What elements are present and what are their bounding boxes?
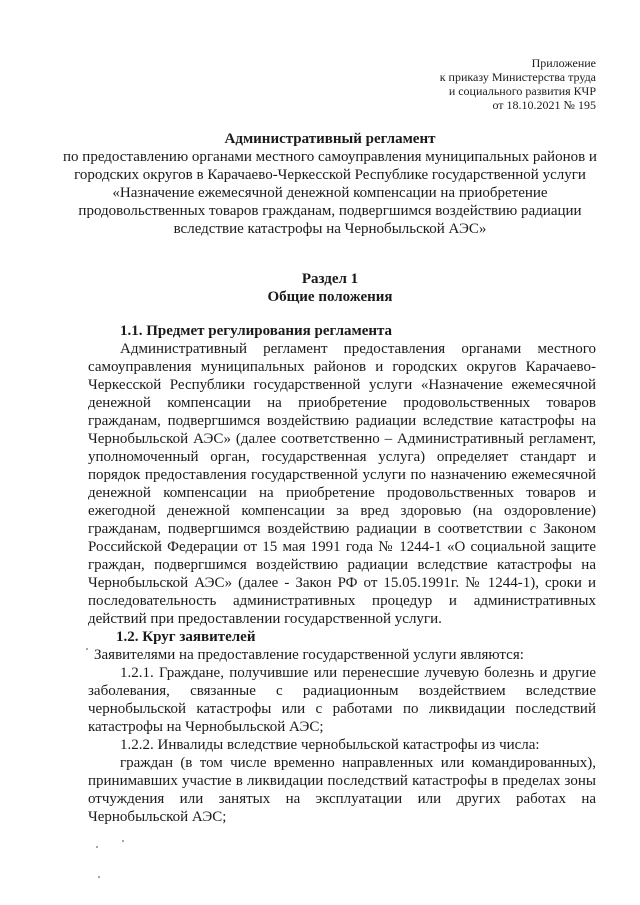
subsection-heading-1-1: 1.1. Предмет регулирования регламента <box>120 323 393 339</box>
scan-speck <box>96 846 98 848</box>
scan-speck <box>86 648 88 650</box>
paragraph-1-2-2-text: граждан (в том числе временно направленных или командированных), принимавших участие в ликвидации последствий катастрофы в пределах зоны отчуждения или занятых на эксплуатации или других работах на Чернобыльской АЭС; <box>88 755 596 825</box>
section-name: Общие положения <box>267 289 393 305</box>
appendix-line-1: Приложение <box>531 56 596 70</box>
paragraph-1-2-1: 1.2.1. Граждане, получившие или перенесшие лучевую болезнь и другие заболевания, связанные с радиационным воздействием вследствие чернобыльской катастрофы или с работами по ликвидации последствий катастрофы на Чернобыльской АЭС; <box>88 665 596 735</box>
paragraph-applicants-intro: Заявителями на предоставление государственной услуги являются: <box>94 647 524 663</box>
subsection-heading-1-2: 1.2. Круг заявителей <box>116 629 256 645</box>
appendix-line-2: к приказу Министерства труда <box>439 70 596 84</box>
title-subtitle: по предоставлению органами местного самоуправления муниципальных районов и городских округов в Карачаево-Черкесской Республике государственной услуги «Назначение ежемесячной денежной компенсации на приобретение продовольственных товаров гражданам, подвергшимся воздействию радиации вследствие катастрофы на Чернобыльской АЭС» <box>63 149 597 237</box>
body-text <box>88 322 596 826</box>
scan-speck <box>98 876 100 878</box>
appendix-line-4: от 18.10.2021 № 195 <box>492 98 596 112</box>
appendix-block <box>440 56 596 112</box>
appendix-line-3: и социального развития КЧР <box>448 84 596 98</box>
scan-speck <box>122 840 124 842</box>
title-main: Административный регламент <box>224 131 436 147</box>
paragraph-1-2-2: 1.2.2. Инвалиды вследствие чернобыльской катастрофы из числа: <box>120 737 540 753</box>
section-number: Раздел 1 <box>301 271 359 287</box>
paragraph-1-1: Административный регламент предоставления органами местного самоуправления муниципальных районов и городских округов Карачаево-Черкесской Республики государственной услуги «Назначение ежемесячной денежной компенсации на приобретение продовольственных товаров гражданам, подвергшимся воздействию радиации вследствие катастрофы на Чернобыльской АЭС» (далее соответственно – Административный регламент, уполномоченный орган, государственная услуга) определяет стандарт и порядок предоставления государственной услуги по назначению ежемесячной денежной компенсации на приобретение продовольственных товаров и ежегодной денежной компенсации за вред здоровью (на оздоровление) гражданам, подвергшимся воздействию радиации в соответствии с Законом Российской Федерации от 15 мая 1991 года № 1244-1 «О социальной защите граждан, подвергшимся воздействию радиации вследствие катастрофы на Чернобыльской АЭС» (далее - Закон РФ от 15.05.1991г. № 1244-1), сроки и последовательность административных процедур и административных действий при предоставлении государственной услуги. <box>88 341 596 627</box>
document-title <box>60 130 600 238</box>
section-heading <box>60 270 600 306</box>
